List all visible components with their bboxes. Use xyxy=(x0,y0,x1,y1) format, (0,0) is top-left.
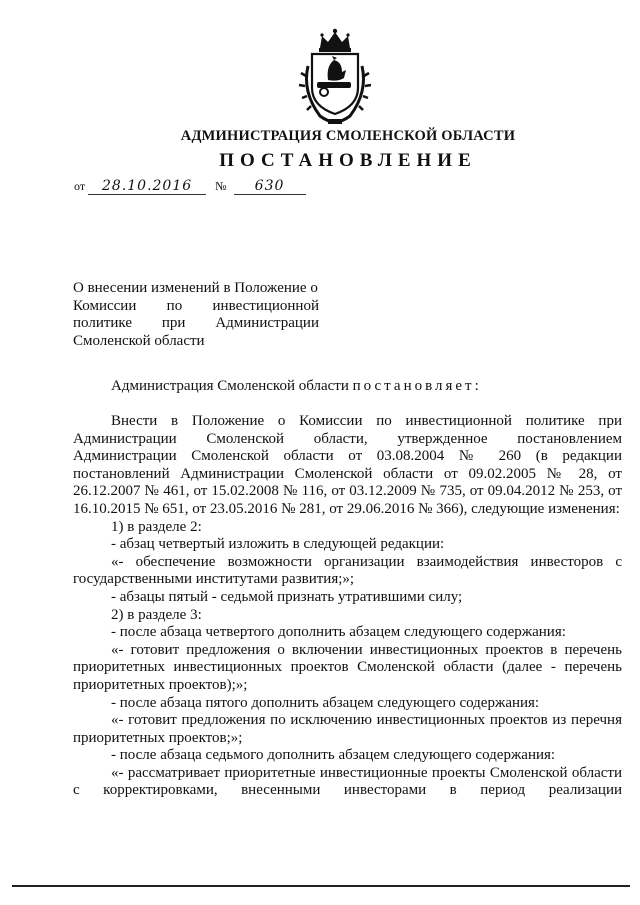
list-item: «- готовит предложения по исключению инвестиционных проектов из перечня приоритетных проектов;»; xyxy=(73,712,622,746)
list-item: «- обеспечение возможности организации взаимодействия инвесторов с государственными институтами развития;»; xyxy=(73,553,622,588)
list-item: - абзацы пятый - седьмой признать утратившими силу; xyxy=(111,588,463,605)
list-item: «- готовит предложения о включении инвестиционных проектов в перечень приоритетных инвестиционных проектов Смоленской области (далее - перечень приоритетных проектов);»; xyxy=(73,641,622,693)
list-item: - после абзаца четвертого дополнить абзацем следующего содержания: xyxy=(111,624,566,641)
list-item: «- рассматривает приоритетные инвестиционные проекты Смоленской области с корректировками, внесенными инвесторами в период реализации xyxy=(73,764,622,799)
list-item: 2) в разделе 3: xyxy=(111,606,202,623)
main-paragraph: Внести в Положение о Комиссии по инвестиционной политике при Администрации Смоленской области, утвержденное постановлением Администрации Смоленской области от 03.08.2004 № 260 (в редакции постановлений Администрации Смоленской области от 09.02.2005 № 28, от 26.12.2007 № 461, от 15.02.2008 № 116, от 03.12.2009 № 735, от 09.04.2012 № 253, от 16.10.2015 № 651, от 23.05.2016 № 281, от 29.06.2016 № 366), следующие изменения: xyxy=(73,413,622,517)
title-line: Смоленской области xyxy=(73,332,205,349)
number-prefix: № xyxy=(215,179,227,193)
page-bottom-rule xyxy=(12,885,630,887)
title-line: политике при Администрации xyxy=(73,315,319,331)
document-body xyxy=(73,413,622,800)
title-line: Комиссии по инвестиционной xyxy=(73,297,319,314)
list-item: 1) в разделе 2: xyxy=(111,518,202,535)
document-date: 28.10.2016 xyxy=(88,178,206,195)
decree-intro xyxy=(111,378,482,395)
coat-of-arms-emblem xyxy=(298,26,372,126)
list-item: - абзац четвертый изложить в следующей редакции: xyxy=(111,536,445,553)
date-number-line xyxy=(74,178,306,195)
decree-subject: Администрация Смоленской области xyxy=(111,378,349,394)
document-subject-title xyxy=(73,280,319,350)
date-prefix: от xyxy=(74,179,86,193)
list-item: - после абзаца пятого дополнить абзацем следующего содержания: xyxy=(111,694,540,711)
decree-verb: постановляет: xyxy=(352,378,482,394)
list-item: - после абзаца седьмого дополнить абзацем следующего содержания: xyxy=(111,747,556,764)
document-number: 630 xyxy=(234,178,306,195)
title-line: О внесении изменений в Положение о xyxy=(73,280,318,296)
organization-name: АДМИНИСТРАЦИЯ СМОЛЕНСКОЙ ОБЛАСТИ xyxy=(180,128,516,144)
document-type-title: ПОСТАНОВЛЕНИЕ xyxy=(219,150,477,171)
